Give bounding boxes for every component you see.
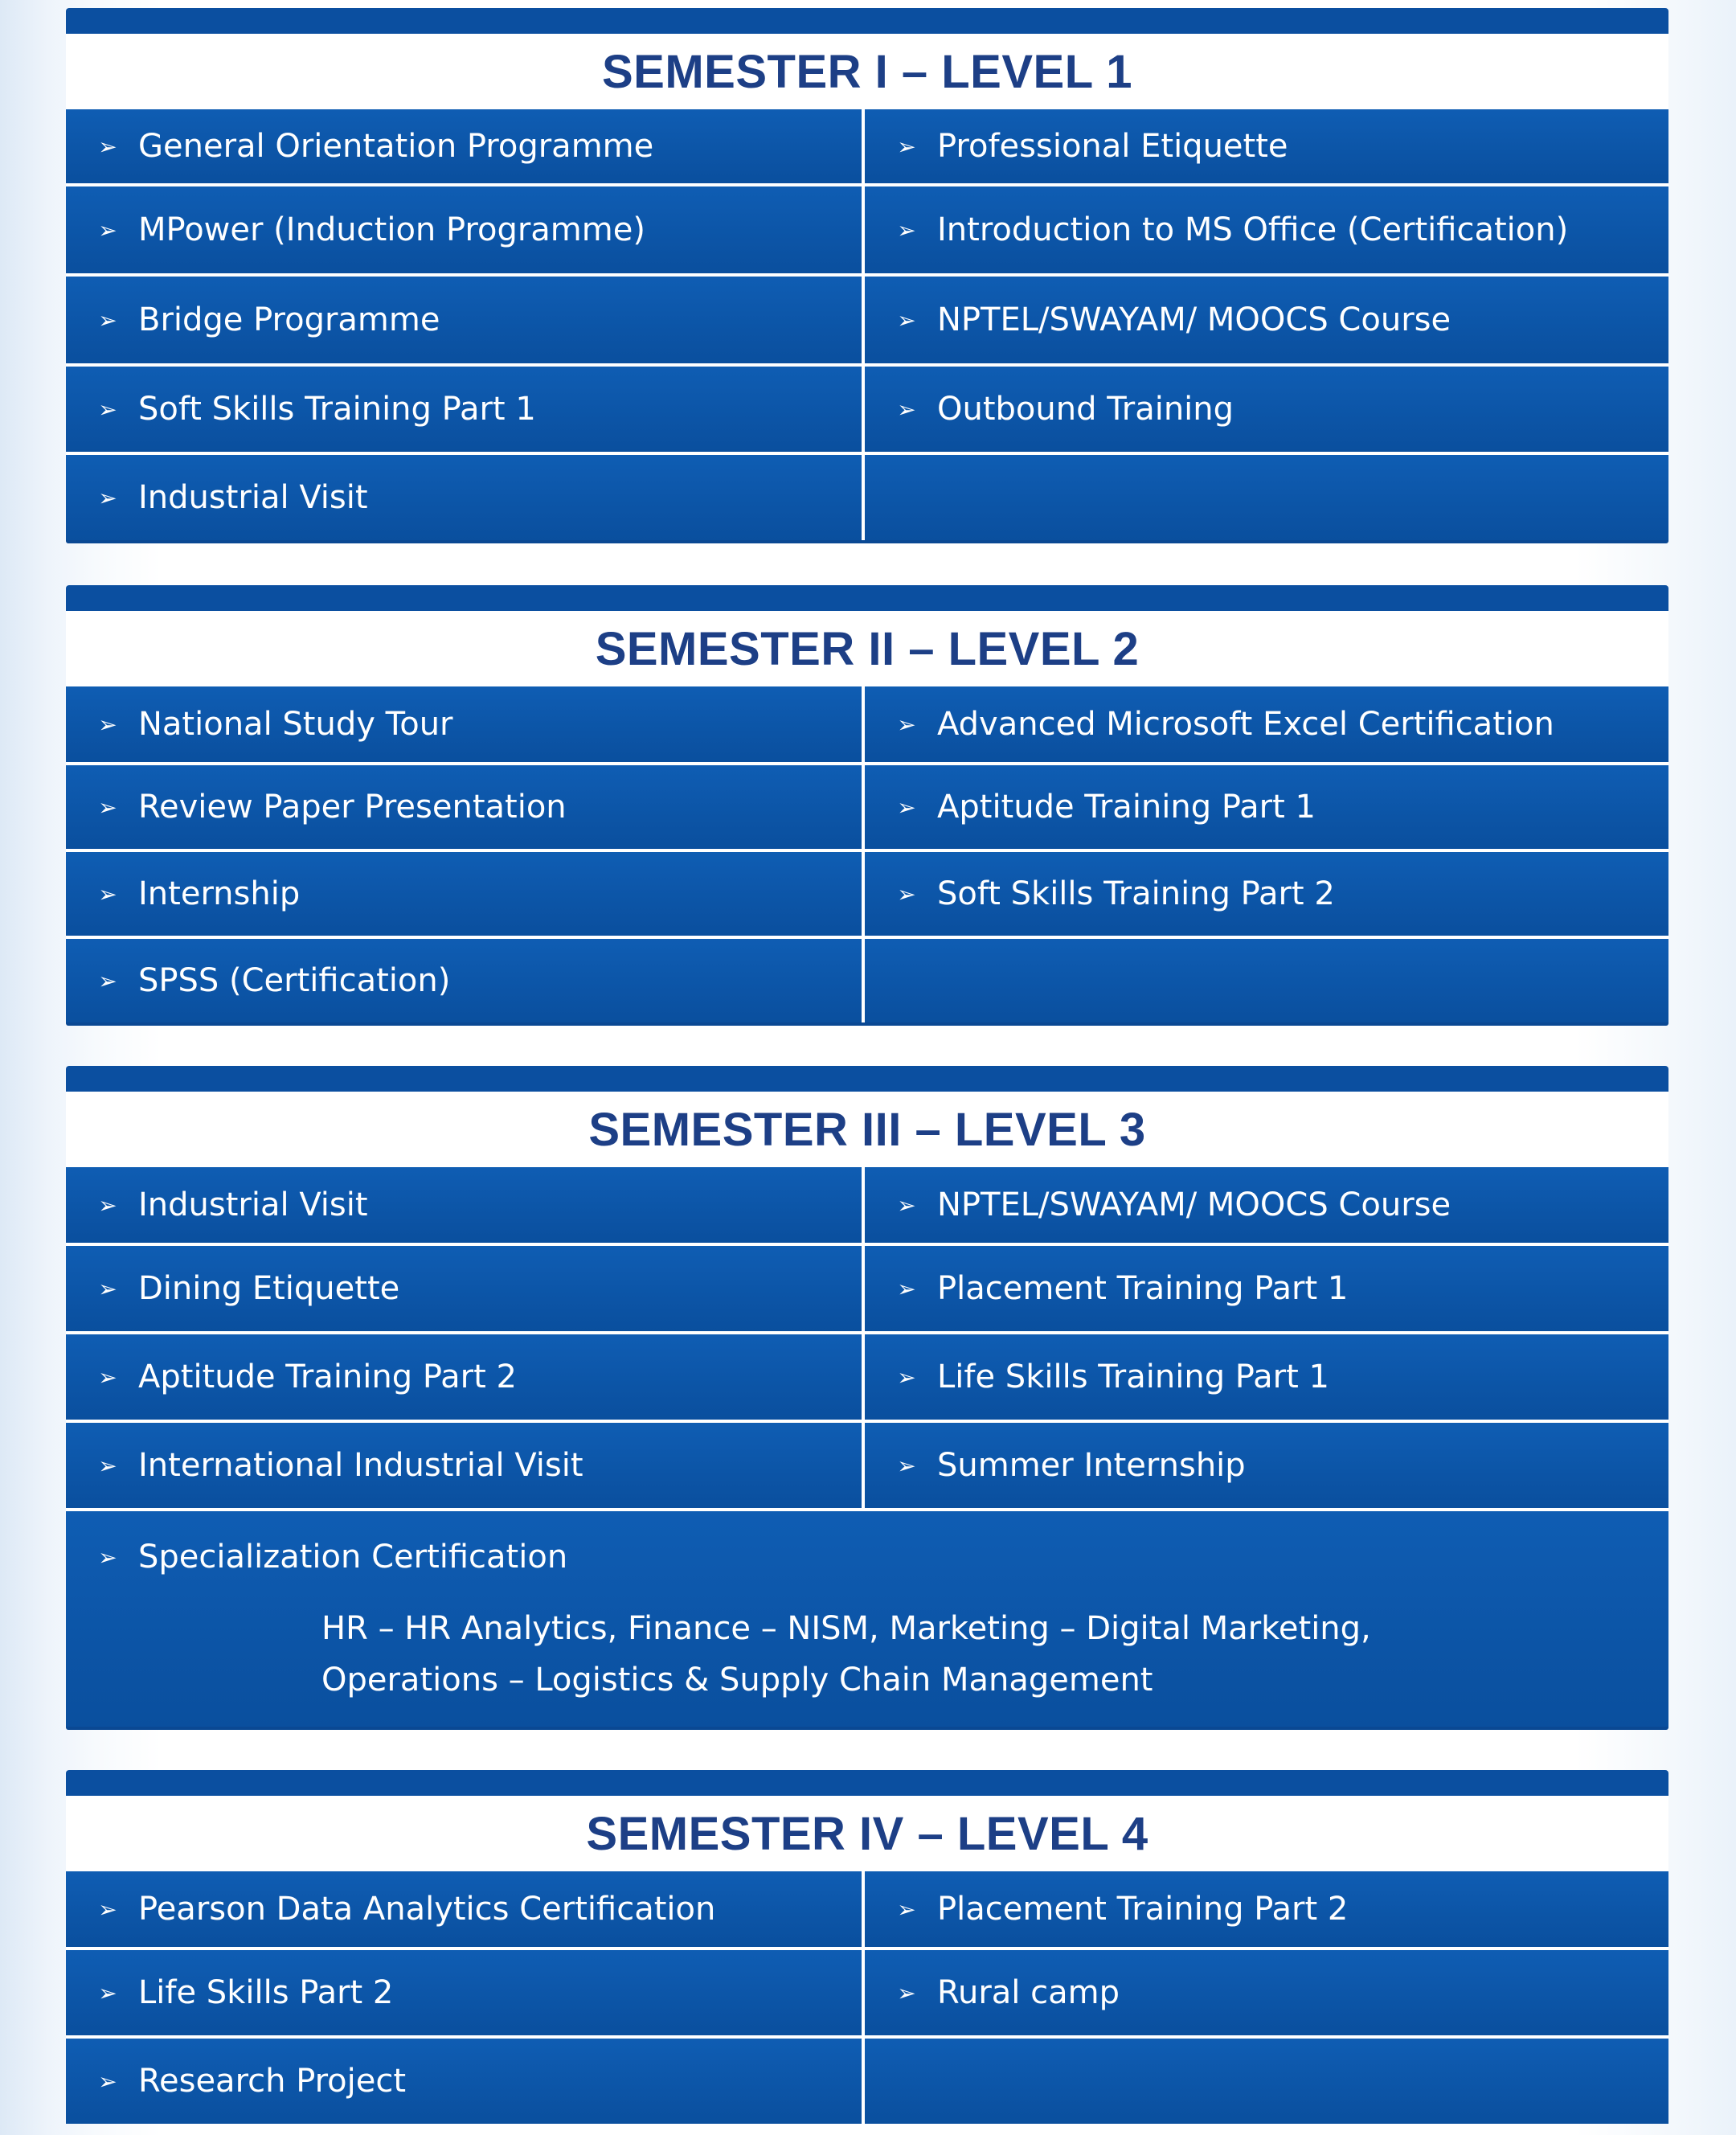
semester-2-item: ➢ Review Paper Presentation bbox=[66, 765, 862, 849]
specialization-details bbox=[321, 1603, 1371, 1706]
semester-2-item: ➢ Internship bbox=[66, 852, 862, 936]
arrow-bullet-icon: ➢ bbox=[897, 1452, 916, 1479]
semester-3-panel bbox=[66, 1066, 1668, 1730]
arrow-bullet-icon: ➢ bbox=[897, 1979, 916, 2006]
arrow-bullet-icon: ➢ bbox=[98, 133, 117, 160]
semester-1-item: ➢ MPower (Induction Programme) bbox=[66, 186, 862, 273]
arrow-bullet-icon: ➢ bbox=[98, 1275, 117, 1302]
semester-2-grid bbox=[66, 686, 1668, 1022]
specialization-detail-line: Operations – Logistics & Supply Chain Management bbox=[321, 1662, 1153, 1699]
arrow-bullet-icon: ➢ bbox=[98, 793, 117, 821]
semester-1-item: ➢ Introduction to MS Office (Certification) bbox=[865, 186, 1668, 273]
semester-4-grid bbox=[66, 1871, 1668, 2124]
arrow-bullet-icon: ➢ bbox=[98, 395, 117, 423]
semester-3-bottom-edge bbox=[66, 1727, 1668, 1730]
semester-2-bottom-edge bbox=[66, 1022, 1668, 1026]
semester-3-item: ➢ International Industrial Visit bbox=[66, 1423, 862, 1508]
semester-1-item: ➢ Soft Skills Training Part 1 bbox=[66, 367, 862, 452]
semester-1-title: SEMESTER I – LEVEL 1 bbox=[66, 34, 1668, 109]
semester-4-item: ➢ Research Project bbox=[66, 2039, 862, 2124]
semester-4-item: ➢ Life Skills Part 2 bbox=[66, 1950, 862, 2035]
semester-2-empty-cell bbox=[865, 939, 1668, 1022]
semester-1-panel bbox=[66, 8, 1668, 543]
semester-3-top-bar bbox=[66, 1066, 1668, 1092]
arrow-bullet-icon: ➢ bbox=[897, 1275, 916, 1302]
arrow-bullet-icon: ➢ bbox=[897, 880, 916, 908]
semester-3-grid bbox=[66, 1167, 1668, 1727]
arrow-bullet-icon: ➢ bbox=[98, 1452, 117, 1479]
semester-3-title: SEMESTER III – LEVEL 3 bbox=[66, 1092, 1668, 1167]
arrow-bullet-icon: ➢ bbox=[98, 2067, 117, 2095]
arrow-bullet-icon: ➢ bbox=[897, 133, 916, 160]
arrow-bullet-icon: ➢ bbox=[98, 880, 117, 908]
semester-3-item: ➢ NPTEL/SWAYAM/ MOOCS Course bbox=[865, 1167, 1668, 1243]
semester-2-title: SEMESTER II – LEVEL 2 bbox=[66, 611, 1668, 686]
semester-4-panel bbox=[66, 1770, 1668, 2124]
specialization-detail-line: HR – HR Analytics, Finance – NISM, Marketing – Digital Marketing, bbox=[321, 1610, 1371, 1647]
arrow-bullet-icon: ➢ bbox=[98, 967, 117, 994]
semester-1-bottom-edge bbox=[66, 540, 1668, 543]
semester-1-item: ➢ General Orientation Programme bbox=[66, 109, 862, 183]
semester-2-top-bar bbox=[66, 585, 1668, 611]
arrow-bullet-icon: ➢ bbox=[98, 1191, 117, 1219]
semester-1-item: ➢ NPTEL/SWAYAM/ MOOCS Course bbox=[865, 277, 1668, 363]
arrow-bullet-icon: ➢ bbox=[98, 711, 117, 738]
semester-4-title: SEMESTER IV – LEVEL 4 bbox=[66, 1796, 1668, 1871]
specialization-certification-block bbox=[66, 1511, 1668, 1727]
semester-1-item: ➢ Professional Etiquette bbox=[865, 109, 1668, 183]
arrow-bullet-icon: ➢ bbox=[897, 306, 916, 334]
arrow-bullet-icon: ➢ bbox=[98, 216, 117, 244]
semester-2-item: ➢ National Study Tour bbox=[66, 686, 862, 762]
specialization-heading: ➢ Specialization Certification bbox=[96, 1539, 567, 1576]
semester-1-item: ➢ Industrial Visit bbox=[66, 455, 862, 540]
arrow-bullet-icon: ➢ bbox=[98, 1895, 117, 1923]
arrow-bullet-icon: ➢ bbox=[897, 1895, 916, 1923]
semester-4-item: ➢ Placement Training Part 2 bbox=[865, 1871, 1668, 1947]
semester-2-item: ➢ Aptitude Training Part 1 bbox=[865, 765, 1668, 849]
arrow-bullet-icon: ➢ bbox=[897, 216, 916, 244]
semester-4-empty-cell bbox=[865, 2039, 1668, 2124]
arrow-bullet-icon: ➢ bbox=[897, 1191, 916, 1219]
semester-3-item: ➢ Summer Internship bbox=[865, 1423, 1668, 1508]
semester-3-item: ➢ Life Skills Training Part 1 bbox=[865, 1334, 1668, 1420]
semester-2-panel bbox=[66, 585, 1668, 1026]
semester-2-item: ➢ Soft Skills Training Part 2 bbox=[865, 852, 1668, 936]
arrow-bullet-icon: ➢ bbox=[897, 711, 916, 738]
arrow-bullet-icon: ➢ bbox=[98, 484, 117, 511]
semester-1-grid bbox=[66, 109, 1668, 540]
arrow-bullet-icon: ➢ bbox=[897, 793, 916, 821]
semester-1-item: ➢ Outbound Training bbox=[865, 367, 1668, 452]
semester-4-top-bar bbox=[66, 1770, 1668, 1796]
semester-4-item: ➢ Pearson Data Analytics Certification bbox=[66, 1871, 862, 1947]
arrow-bullet-icon: ➢ bbox=[98, 306, 117, 334]
arrow-bullet-icon: ➢ bbox=[98, 1543, 117, 1571]
arrow-bullet-icon: ➢ bbox=[897, 1363, 916, 1391]
semester-1-empty-cell bbox=[865, 455, 1668, 540]
semester-2-item: ➢ SPSS (Certification) bbox=[66, 939, 862, 1022]
arrow-bullet-icon: ➢ bbox=[98, 1363, 117, 1391]
semester-4-item: ➢ Rural camp bbox=[865, 1950, 1668, 2035]
semester-1-item: ➢ Bridge Programme bbox=[66, 277, 862, 363]
semester-3-item: ➢ Dining Etiquette bbox=[66, 1246, 862, 1331]
semester-1-top-bar bbox=[66, 8, 1668, 34]
semester-3-item: ➢ Placement Training Part 1 bbox=[865, 1246, 1668, 1331]
semester-3-item: ➢ Aptitude Training Part 2 bbox=[66, 1334, 862, 1420]
semester-2-item: ➢ Advanced Microsoft Excel Certification bbox=[865, 686, 1668, 762]
arrow-bullet-icon: ➢ bbox=[897, 395, 916, 423]
arrow-bullet-icon: ➢ bbox=[98, 1979, 117, 2006]
semester-3-item: ➢ Industrial Visit bbox=[66, 1167, 862, 1243]
